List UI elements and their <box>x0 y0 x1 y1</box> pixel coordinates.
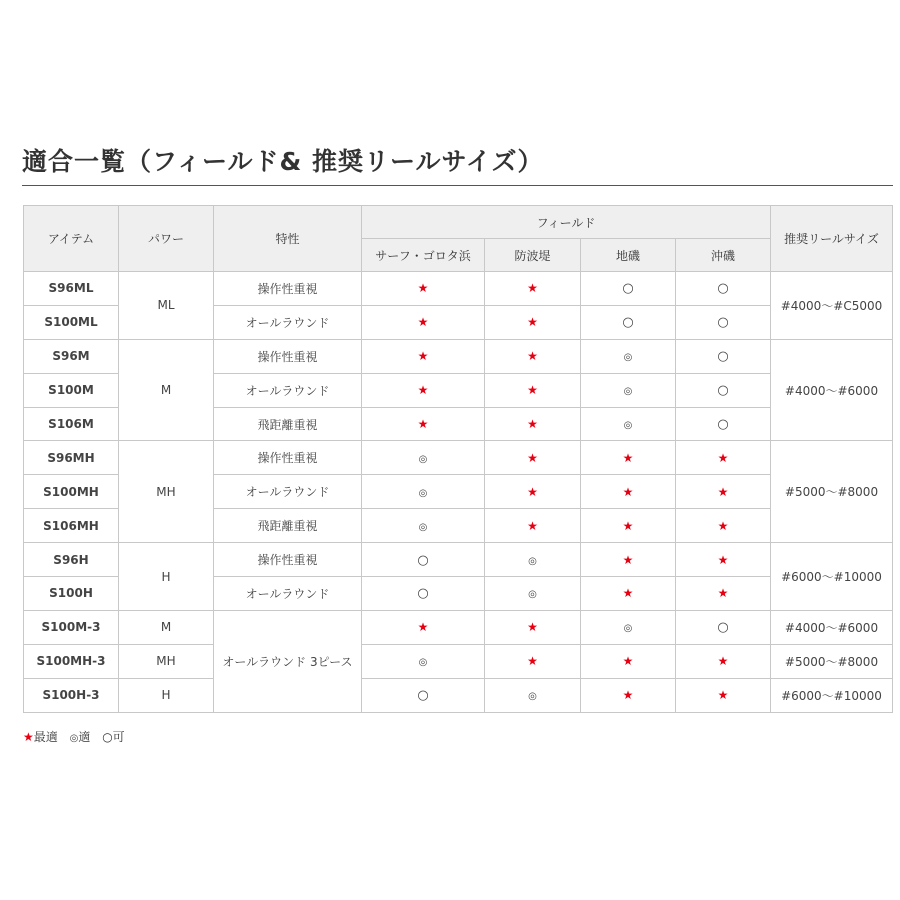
table-row <box>24 644 893 678</box>
circle-icon: ○ <box>622 281 634 297</box>
feature-cell: オールラウンド <box>214 305 362 339</box>
star-icon: ★ <box>717 654 729 669</box>
field-breakwater-cell <box>485 441 581 475</box>
star-icon: ★ <box>417 281 429 296</box>
double-circle-icon: ◎ <box>418 657 428 669</box>
star-icon: ★ <box>417 383 429 398</box>
header-item: アイテム <box>24 206 119 272</box>
item-cell: S96ML <box>24 272 119 306</box>
reel-size-cell: #4000〜#C5000 <box>771 272 893 340</box>
star-icon: ★ <box>717 450 729 465</box>
field-offshore-rocks-cell <box>676 577 771 611</box>
field-surf-cell <box>362 610 485 644</box>
field-shore-rocks-cell <box>581 577 676 611</box>
star-icon: ★ <box>622 484 634 499</box>
field-offshore-rocks-cell <box>676 678 771 712</box>
circle-icon: ○ <box>717 383 729 399</box>
feature-cell: 操作性重視 <box>214 441 362 475</box>
field-offshore-rocks-cell <box>676 509 771 543</box>
field-surf-cell <box>362 678 485 712</box>
legend-best: ★最適 <box>23 730 58 744</box>
star-icon: ★ <box>417 349 429 364</box>
power-cell: MH <box>119 644 214 678</box>
field-shore-rocks-cell <box>581 543 676 577</box>
double-circle-icon: ◎ <box>528 691 537 703</box>
field-surf-cell <box>362 441 485 475</box>
field-surf-cell <box>362 373 485 407</box>
item-cell: S96H <box>24 543 119 577</box>
field-surf-cell <box>362 407 485 441</box>
double-circle-icon: ◎ <box>623 352 633 364</box>
field-breakwater-cell <box>485 509 581 543</box>
field-offshore-rocks-cell <box>676 373 771 407</box>
star-icon: ★ <box>622 654 634 669</box>
header-field-shore-rocks: 地磯 <box>581 239 676 272</box>
table-row <box>24 678 893 712</box>
reel-size-cell: #6000〜#10000 <box>771 543 893 611</box>
field-breakwater-cell <box>485 543 581 577</box>
star-icon: ★ <box>527 654 538 669</box>
item-cell: S100ML <box>24 305 119 339</box>
feature-cell: オールラウンド <box>214 577 362 611</box>
feature-cell: オールラウンド <box>214 373 362 407</box>
double-circle-icon: ◎ <box>623 386 633 398</box>
feature-cell: オールラウンド 3ピース <box>214 610 362 712</box>
field-offshore-rocks-cell <box>676 272 771 306</box>
field-surf-cell <box>362 305 485 339</box>
item-cell: S100H <box>24 577 119 611</box>
field-offshore-rocks-cell <box>676 543 771 577</box>
star-icon: ★ <box>717 518 729 533</box>
double-circle-icon: ◎ <box>418 453 428 465</box>
field-offshore-rocks-cell <box>676 610 771 644</box>
reel-size-cell: #6000〜#10000 <box>771 678 893 712</box>
field-surf-cell <box>362 577 485 611</box>
field-breakwater-cell <box>485 339 581 373</box>
feature-cell: 飛距離重視 <box>214 407 362 441</box>
field-surf-cell <box>362 272 485 306</box>
compatibility-table <box>23 205 893 713</box>
reel-size-cell: #4000〜#6000 <box>771 339 893 441</box>
field-shore-rocks-cell <box>581 339 676 373</box>
field-offshore-rocks-cell <box>676 339 771 373</box>
star-icon: ★ <box>417 417 429 431</box>
power-cell: MH <box>119 441 214 543</box>
table-row <box>24 339 893 373</box>
title-divider <box>22 185 893 186</box>
power-cell: H <box>119 543 214 611</box>
header-power: パワー <box>119 206 214 272</box>
double-circle-icon: ◎ <box>623 420 633 431</box>
item-cell: S106MH <box>24 509 119 543</box>
table-row <box>24 610 893 644</box>
circle-icon: ○ <box>417 586 429 602</box>
star-icon: ★ <box>527 450 538 465</box>
item-cell: S100M <box>24 373 119 407</box>
field-surf-cell <box>362 509 485 543</box>
item-cell: S96MH <box>24 441 119 475</box>
field-offshore-rocks-cell <box>676 644 771 678</box>
field-breakwater-cell <box>485 644 581 678</box>
table-row <box>24 272 893 306</box>
double-circle-icon: ◎ <box>418 487 428 499</box>
star-icon: ★ <box>527 417 538 431</box>
item-cell: S96M <box>24 339 119 373</box>
field-breakwater-cell <box>485 577 581 611</box>
double-circle-icon: ◎ <box>623 623 633 635</box>
reel-size-cell: #5000〜#8000 <box>771 441 893 543</box>
power-cell: M <box>119 610 214 644</box>
field-breakwater-cell <box>485 475 581 509</box>
field-surf-cell <box>362 543 485 577</box>
circle-icon: ○ <box>417 552 429 568</box>
reel-size-cell: #5000〜#8000 <box>771 644 893 678</box>
star-icon: ★ <box>717 552 729 567</box>
feature-cell: オールラウンド <box>214 475 362 509</box>
power-cell: M <box>119 339 214 441</box>
field-breakwater-cell <box>485 407 581 441</box>
star-icon: ★ <box>527 518 538 533</box>
header-field-offshore-rocks: 沖磯 <box>676 239 771 272</box>
field-offshore-rocks-cell <box>676 475 771 509</box>
item-cell: S100MH-3 <box>24 644 119 678</box>
double-circle-icon: ◎ <box>418 521 428 533</box>
star-icon: ★ <box>622 586 634 601</box>
field-shore-rocks-cell <box>581 272 676 306</box>
star-icon: ★ <box>527 383 538 398</box>
feature-cell: 操作性重視 <box>214 339 362 373</box>
table-row <box>24 441 893 475</box>
field-offshore-rocks-cell <box>676 407 771 441</box>
table-row <box>24 543 893 577</box>
circle-icon: ○ <box>717 349 729 365</box>
star-icon: ★ <box>622 450 634 465</box>
star-icon: ★ <box>527 315 538 330</box>
star-icon: ★ <box>527 620 538 635</box>
legend-ok: ○可 <box>102 730 125 744</box>
circle-icon: ○ <box>417 688 429 704</box>
circle-icon: ○ <box>717 315 729 331</box>
feature-cell: 操作性重視 <box>214 272 362 306</box>
field-shore-rocks-cell <box>581 407 676 441</box>
field-shore-rocks-cell <box>581 305 676 339</box>
field-breakwater-cell <box>485 272 581 306</box>
star-icon: ★ <box>717 484 729 499</box>
item-cell: S100MH <box>24 475 119 509</box>
header-field-breakwater: 防波堤 <box>485 239 581 272</box>
field-breakwater-cell <box>485 305 581 339</box>
circle-icon: ○ <box>622 315 634 331</box>
star-icon: ★ <box>622 688 634 703</box>
circle-icon: ○ <box>717 620 729 636</box>
field-breakwater-cell <box>485 610 581 644</box>
field-surf-cell <box>362 339 485 373</box>
star-icon: ★ <box>717 688 729 703</box>
circle-icon: ○ <box>717 417 729 432</box>
field-shore-rocks-cell <box>581 509 676 543</box>
field-shore-rocks-cell <box>581 644 676 678</box>
star-icon: ★ <box>622 518 634 533</box>
header-field-surf: サーフ・ゴロタ浜 <box>362 239 485 272</box>
header-reel-size: 推奨リールサイズ <box>771 206 893 272</box>
double-circle-icon: ◎ <box>528 555 537 567</box>
field-shore-rocks-cell <box>581 610 676 644</box>
star-icon: ★ <box>417 315 429 330</box>
star-icon: ★ <box>527 281 538 296</box>
field-breakwater-cell <box>485 373 581 407</box>
field-offshore-rocks-cell <box>676 441 771 475</box>
item-cell: S100M-3 <box>24 610 119 644</box>
legend-good: ◎適 <box>69 730 91 744</box>
star-icon: ★ <box>527 484 538 499</box>
legend <box>23 728 133 745</box>
star-icon: ★ <box>527 349 538 364</box>
field-shore-rocks-cell <box>581 441 676 475</box>
double-circle-icon: ◎ <box>69 733 79 744</box>
field-offshore-rocks-cell <box>676 305 771 339</box>
star-icon: ★ <box>622 552 634 567</box>
double-circle-icon: ◎ <box>528 589 537 601</box>
feature-cell: 飛距離重視 <box>214 509 362 543</box>
field-surf-cell <box>362 475 485 509</box>
power-cell: H <box>119 678 214 712</box>
circle-icon: ○ <box>102 730 113 744</box>
star-icon: ★ <box>417 620 429 635</box>
field-shore-rocks-cell <box>581 475 676 509</box>
star-icon: ★ <box>717 586 729 601</box>
item-cell: S100H-3 <box>24 678 119 712</box>
field-breakwater-cell <box>485 678 581 712</box>
field-shore-rocks-cell <box>581 678 676 712</box>
reel-size-cell: #4000〜#6000 <box>771 610 893 644</box>
power-cell: ML <box>119 272 214 340</box>
item-cell: S106M <box>24 407 119 441</box>
feature-cell: 操作性重視 <box>214 543 362 577</box>
header-field: フィールド <box>362 206 771 239</box>
field-surf-cell <box>362 644 485 678</box>
page-title: 適合一覧（フィールド& 推奨リールサイズ） <box>22 147 544 176</box>
circle-icon: ○ <box>717 281 729 297</box>
header-feature: 特性 <box>214 206 362 272</box>
field-shore-rocks-cell <box>581 373 676 407</box>
star-icon: ★ <box>23 730 34 744</box>
